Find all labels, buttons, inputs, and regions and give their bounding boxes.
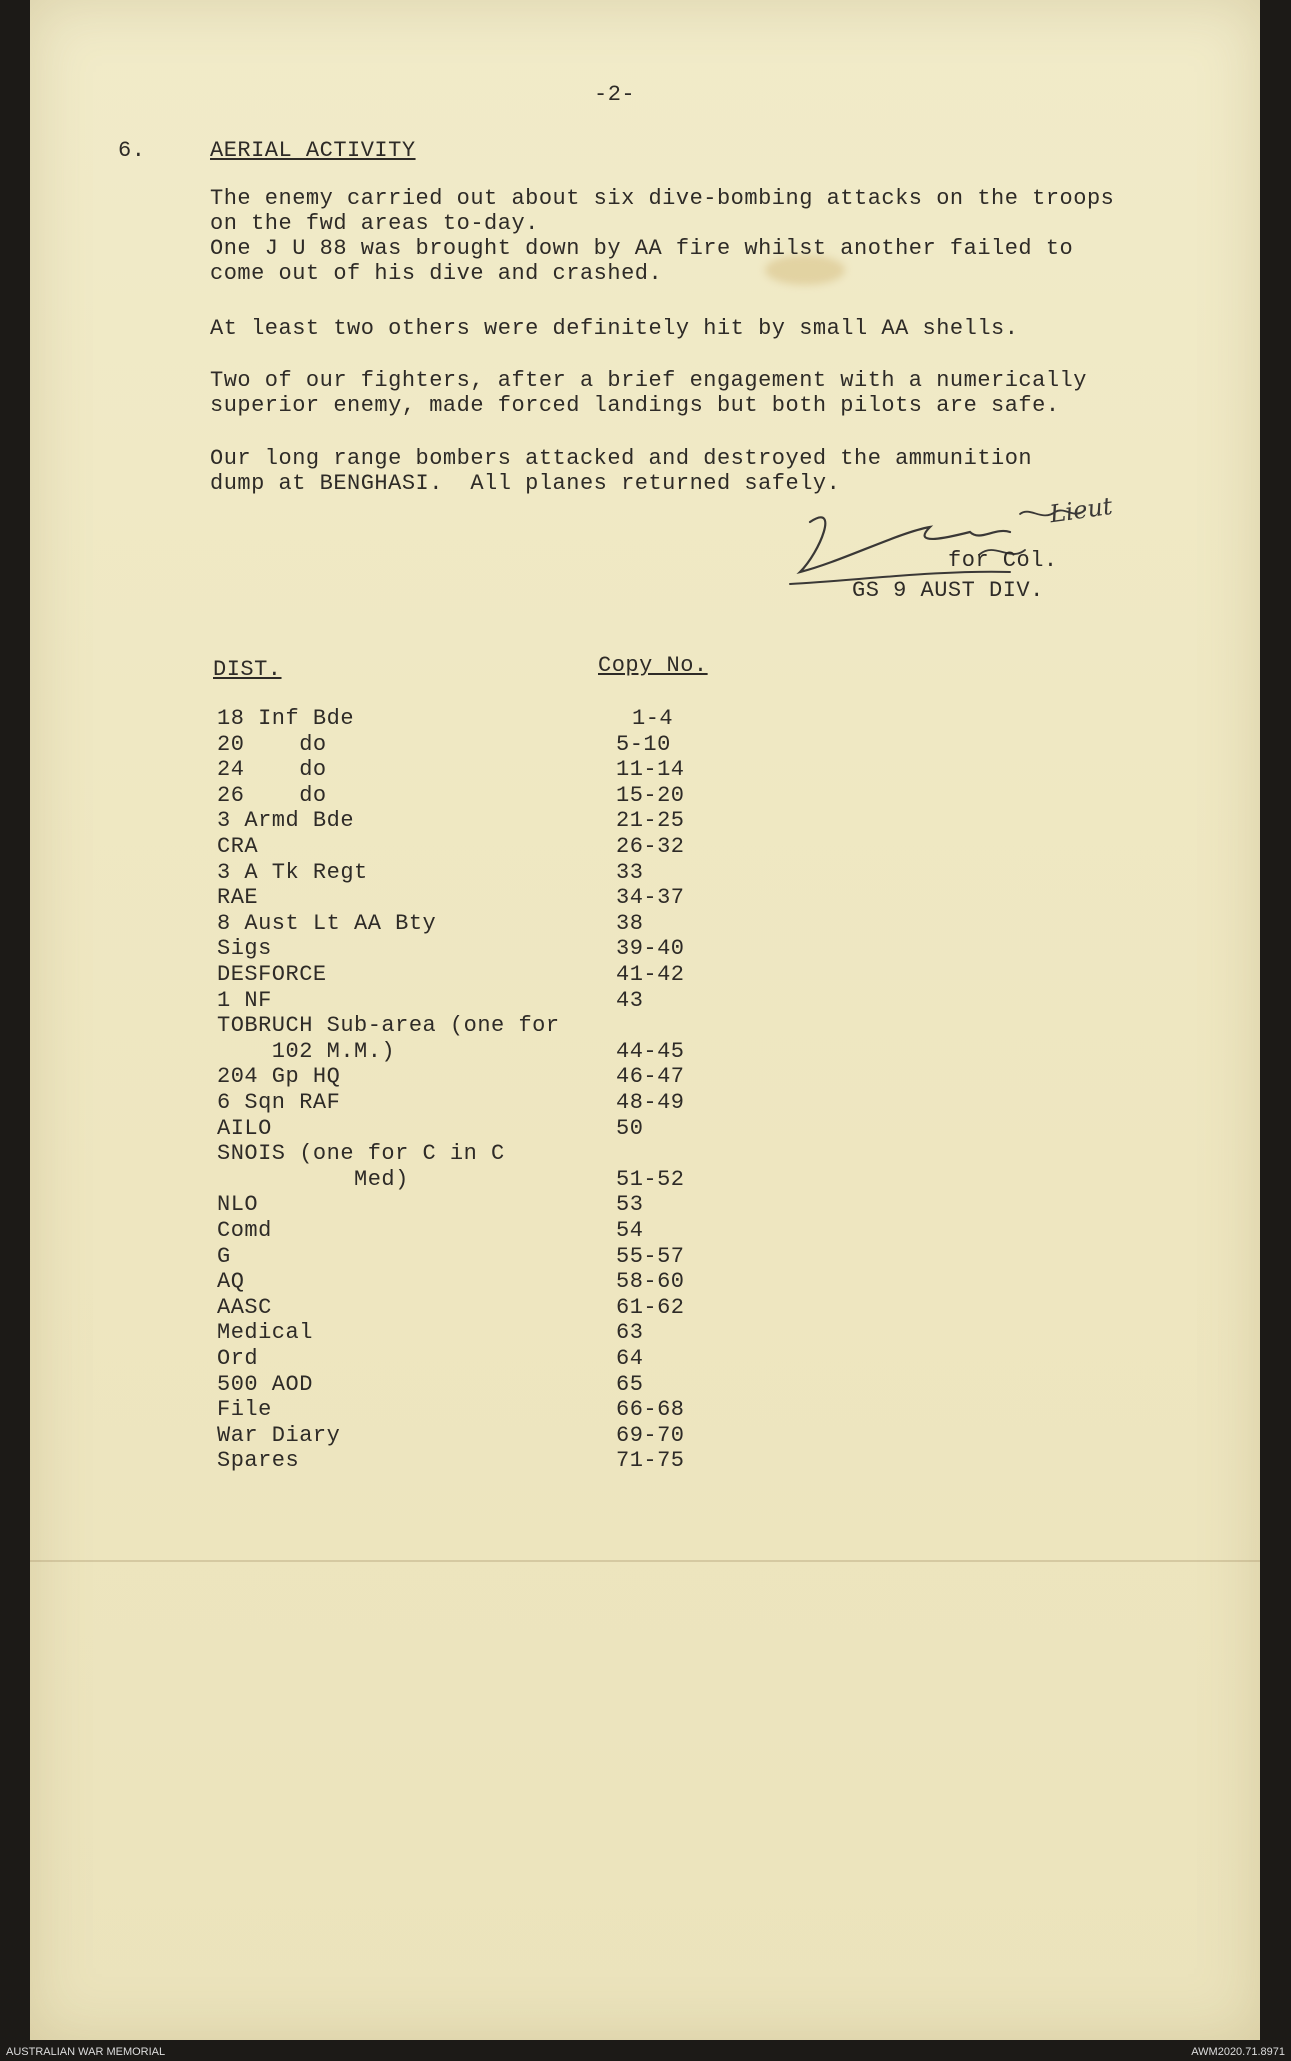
distribution-copy-number: 33 [616,860,644,885]
document-page [30,0,1260,2040]
distribution-copy-number: 15-20 [616,783,685,808]
distribution-copy-number: 53 [616,1192,644,1217]
distribution-copy-number: 46-47 [616,1064,685,1089]
distribution-recipient: Medical [217,1320,313,1345]
distribution-recipient: CRA [217,834,259,859]
distribution-copy-number: 65 [616,1372,644,1397]
distribution-recipient: 6 Sqn RAF [217,1090,341,1115]
paragraph-line: At least two others were definitely hit by small AA shells. [210,316,1019,341]
distribution-recipient: 3 Armd Bde [217,808,355,833]
distribution-recipient: 20 do [217,732,327,757]
distribution-recipient: 18 Inf Bde [217,706,355,731]
distribution-copy-number: 71-75 [616,1448,685,1473]
paragraph-line: on the fwd areas to-day. [210,211,539,236]
distribution-recipient: 204 Gp HQ [217,1064,341,1089]
signature-for-line: for Col. [948,548,1058,573]
distribution-recipient: Med) [217,1167,409,1192]
distribution-copy-number: 26-32 [616,834,685,859]
distribution-copy-number: 50 [616,1116,644,1141]
paragraph-line: dump at BENGHASI. All planes returned safely. [210,471,841,496]
distribution-copy-number: 34-37 [616,885,685,910]
section-number: 6. [118,138,146,163]
paragraph-line: Our long range bombers attacked and destroyed the ammunition [210,446,1033,471]
distribution-copy-number: 1-4 [632,706,674,731]
paragraph-line: One J U 88 was brought down by AA fire whilst another failed to [210,236,1074,261]
distribution-recipient: AASC [217,1295,272,1320]
distribution-copy-number: 51-52 [616,1167,685,1192]
distribution-copy-number: 41-42 [616,962,685,987]
distribution-copy-number: 48-49 [616,1090,685,1115]
distribution-copy-number: 38 [616,911,644,936]
signature-rank: Lieut [1047,491,1115,529]
signature-unit: GS 9 AUST DIV. [852,578,1044,603]
distribution-recipient: 500 AOD [217,1372,313,1397]
distribution-copy-number: 64 [616,1346,644,1371]
distribution-recipient: Comd [217,1218,272,1243]
paragraph-line: Two of our fighters, after a brief engagement with a numerically [210,368,1087,393]
distribution-copy-number: 11-14 [616,757,685,782]
distribution-recipient: AQ [217,1269,245,1294]
distribution-copy-number: 44-45 [616,1039,685,1064]
distribution-recipient: SNOIS (one for C in C [217,1141,505,1166]
distribution-recipient: Spares [217,1448,300,1473]
distribution-copy-number: 58-60 [616,1269,685,1294]
distribution-recipient: RAE [217,885,259,910]
copy-number-header: Copy No. [598,653,708,678]
distribution-recipient: 24 do [217,757,327,782]
paragraph-line: superior enemy, made forced landings but both pilots are safe. [210,393,1060,418]
distribution-recipient: 3 A Tk Regt [217,860,368,885]
distribution-copy-number: 54 [616,1218,644,1243]
paragraph-line: The enemy carried out about six dive-bombing attacks on the troops [210,186,1115,211]
distribution-copy-number: 39-40 [616,936,685,961]
paper-fold [30,1560,1260,1562]
distribution-recipient: TOBRUCH Sub-area (one for [217,1013,560,1038]
distribution-recipient: 26 do [217,783,327,808]
distribution-recipient: AILO [217,1116,272,1141]
paragraph-line: come out of his dive and crashed. [210,261,663,286]
footer-archive-name: AUSTRALIAN WAR MEMORIAL [6,2046,166,2058]
section-title: AERIAL ACTIVITY [210,138,416,163]
distribution-header: DIST. [213,657,282,682]
distribution-recipient: Sigs [217,936,272,961]
distribution-copy-number: 66-68 [616,1397,685,1422]
distribution-copy-number: 63 [616,1320,644,1345]
distribution-recipient: 8 Aust Lt AA Bty [217,911,437,936]
distribution-copy-number: 43 [616,988,644,1013]
distribution-copy-number: 21-25 [616,808,685,833]
distribution-copy-number: 69-70 [616,1423,685,1448]
distribution-copy-number: 5-10 [616,732,671,757]
distribution-recipient: NLO [217,1192,259,1217]
distribution-copy-number: 55-57 [616,1244,685,1269]
distribution-recipient: 102 M.M.) [217,1039,396,1064]
footer-reference: AWM2020.71.8971 [1191,2046,1285,2058]
distribution-recipient: G [217,1244,231,1269]
distribution-recipient: DESFORCE [217,962,327,987]
distribution-recipient: File [217,1397,272,1422]
distribution-recipient: War Diary [217,1423,341,1448]
distribution-copy-number: 61-62 [616,1295,685,1320]
page-number: -2- [594,82,636,107]
distribution-recipient: Ord [217,1346,259,1371]
distribution-recipient: 1 NF [217,988,272,1013]
